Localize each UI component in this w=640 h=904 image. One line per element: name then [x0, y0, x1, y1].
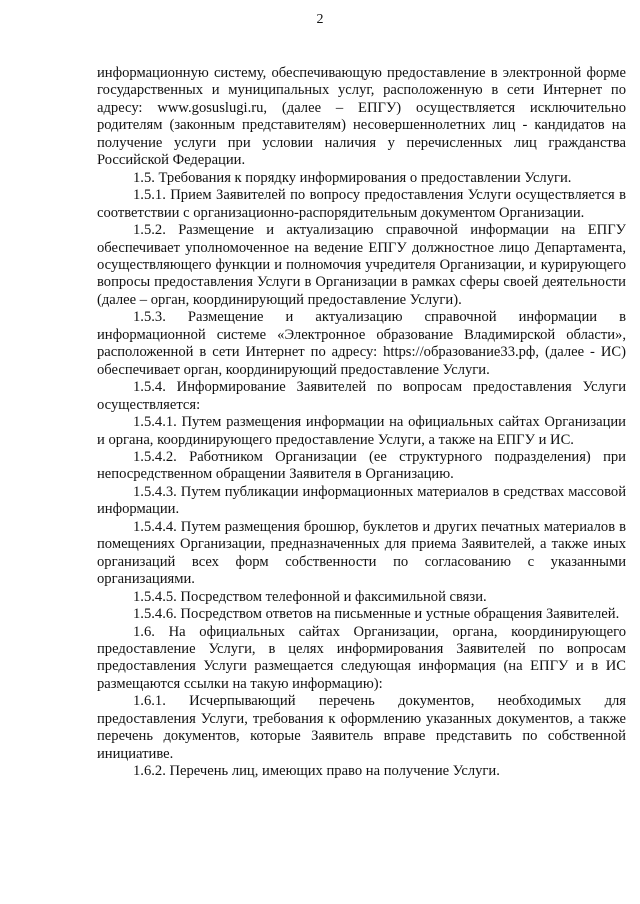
paragraph-1-5-4-2: 1.5.4.2. Работником Организации (ее структурного подразделения) при непосредственном обращении Заявителя в Организацию. [97, 448, 626, 483]
paragraph-1-5-4: 1.5.4. Информирование Заявителей по вопросам предоставления Услуги осуществляется: [97, 379, 626, 413]
document-body [97, 65, 626, 781]
paragraph-1-6: 1.6. На официальных сайтах Организации, органа, координирующего предоставление Услуги, в целях информирования Заявителей по вопросам предоставления Услуги размещается следующая информация (на ЕПГУ и в ИС размещаются ссылки на такую информацию): [97, 623, 626, 692]
paragraph-1-5-1: 1.5.1. Прием Заявителей по вопросу предоставления Услуги осуществляется в соответствии с организационно-распорядительным документом Организации. [97, 187, 626, 221]
paragraph-1-5-4-6: 1.5.4.6. Посредством ответов на письменные и устные обращения Заявителей. [133, 606, 620, 623]
paragraph-1-5: 1.5. Требования к порядку информирования о предоставлении Услуги. [133, 169, 572, 186]
paragraph-1-6-2: 1.6.2. Перечень лиц, имеющих право на получение Услуги. [133, 763, 500, 780]
paragraph-1-6-1: 1.6.1. Исчерпывающий перечень документов, необходимых для предоставления Услуги, требования к оформлению указанных документов, а также перечень документов, которые Заявитель вправе представить по собственной инициативе. [97, 693, 626, 762]
paragraph-1-5-4-1: 1.5.4.1. Путем размещения информации на официальных сайтах Организации и органа, координирующего предоставление Услуги, а также на ЕПГУ и ИС. [97, 414, 626, 448]
paragraph-1-5-4-5: 1.5.4.5. Посредством телефонной и факсимильной связи. [133, 588, 487, 605]
paragraph-1-5-3: 1.5.3. Размещение и актуализацию справочной информации в информационной системе «Электронное образование Владимирской области», расположенной в сети Интернет по адресу: https://образование33.рф, (далее - ИС) обеспечивает орган, координирующий предоставление Услуги. [97, 309, 626, 378]
paragraph-intro: информационную систему, обеспечивающую предоставление в электронной форме государственных и муниципальных услуг, расположенную в сети Интернет по адресу: www.gosuslugi.ru, (далее – ЕПГУ) осуществляется исключительно родителям (законным представителям) несовершеннолетних лиц - кандидатов на получение услуги при условии наличия у перечисленных лиц гражданства Российской Федерации. [97, 65, 626, 169]
paragraph-1-5-4-4: 1.5.4.4. Путем размещения брошюр, буклетов и других печатных материалов в помещениях Организации, предназначенных для приема Заявителей, а также иных организаций всех форм собственности по согласованию с указанными организациями. [97, 518, 626, 588]
page-number: 2 [316, 12, 324, 27]
paragraph-1-5-2: 1.5.2. Размещение и актуализацию справочной информации на ЕПГУ обеспечивает уполномоченное на ведение ЕПГУ должностное лицо Департамента, осуществляющего функции и полномочия учредителя Организации, и курирующего вопросы предоставления Услуги в Организации в рамках сферы своей деятельности (далее – орган, координирующий предоставление Услуги). [97, 222, 626, 308]
paragraph-1-5-4-3: 1.5.4.3. Путем публикации информационных материалов в средствах массовой информации. [97, 483, 626, 518]
